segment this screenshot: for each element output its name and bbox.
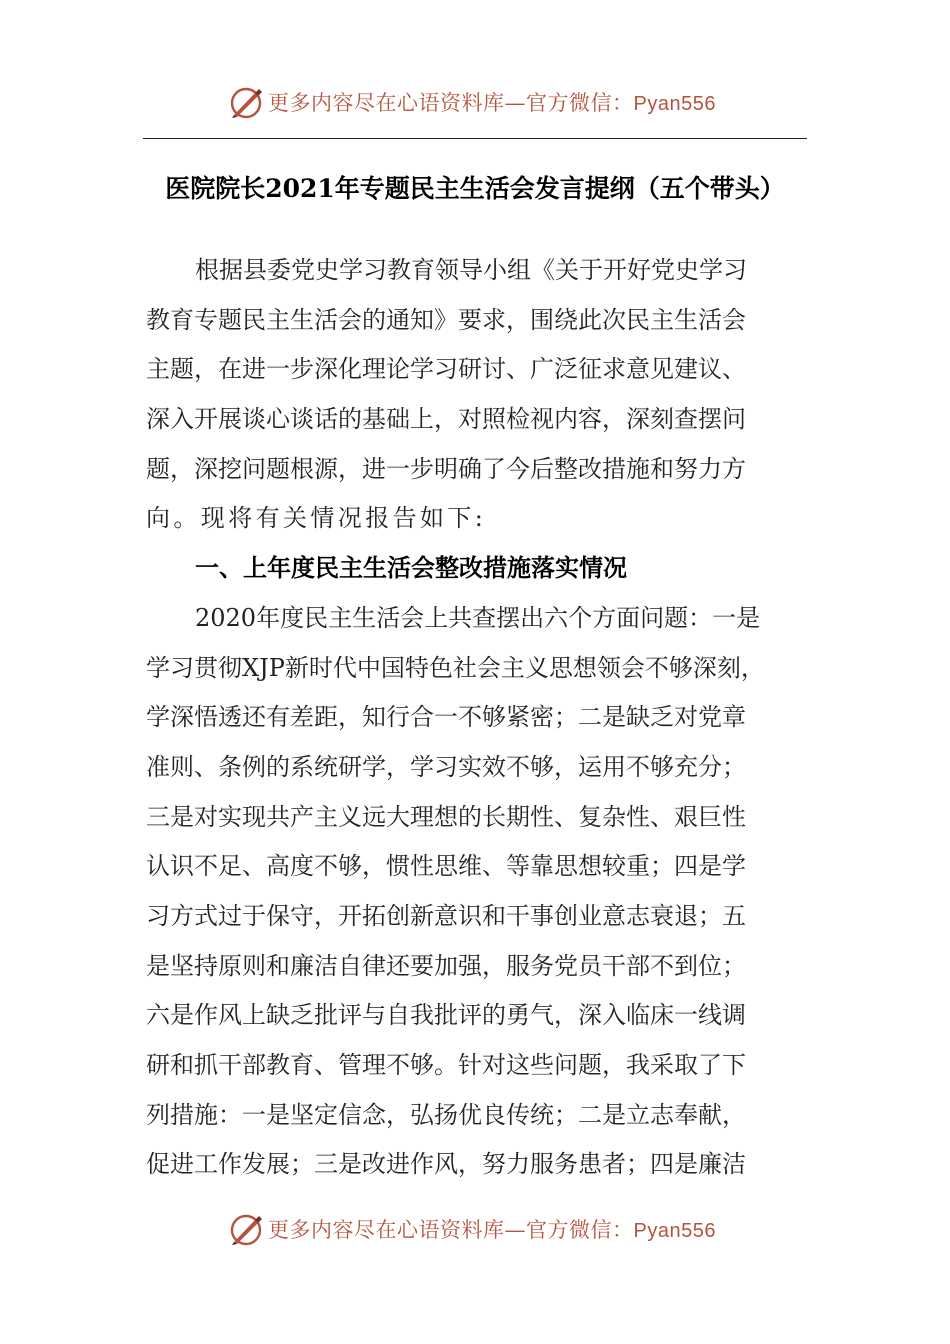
watermark-text: 更多内容尽在心语资料库—官方微信：Pyan556 [268,91,716,115]
header-divider [143,138,807,139]
section-heading: 一、上年度民主生活会整改措施落实情况 [195,554,627,583]
text-line: 三是对实现共产主义远大理想的长期性、复杂性、艰巨性 [146,802,746,831]
text-line: 学习贯彻XJP新时代中国特色社会主义思想领会不够深刻， [146,653,765,682]
watermark-text: 更多内容尽在心语资料库—官方微信：Pyan556 [268,1218,716,1242]
text-line: 是坚持原则和廉洁自律还要加强，服务党员干部不到位； [146,951,746,980]
text-line: 研和抓干部教育、管理不够。针对这些问题，我采取了下 [146,1051,746,1079]
text-line: 学深悟透还有差距，知行合一不够紧密；二是缺乏对党章 [146,703,746,732]
text-line: 促进工作发展；三是改进作风，努力服务患者；四是廉洁 [146,1150,746,1179]
document-title: 医院院长2021年专题民主生活会发言提纲（五个带头） [165,174,785,203]
watermark-footer [0,1210,950,1250]
text-line: 主题，在进一步深化理论学习研讨、广泛征求意见建议、 [146,355,746,384]
text-line: 教育专题民主生活会的通知》要求，围绕此次民主生活会 [146,305,746,334]
text-line: 六是作风上缺乏批评与自我批评的勇气，深入临床一线调 [146,1001,746,1030]
document-body [146,246,810,1190]
text-line: 向。现将有关情况报告如下: [146,504,487,533]
text-line: 2020年度民主生活会上共查摆出六个方面问题：一是 [195,603,761,632]
watermark-header [0,83,950,123]
text-line: 列措施：一是坚定信念，弘扬优良传统；二是立志奉献， [146,1100,746,1129]
text-line: 根据县委党史学习教育领导小组《关于开好党史学习 [195,256,747,284]
pen-logo-icon [228,85,264,121]
text-line: 习方式过于保守，开拓创新意识和干事创业意志衰退；五 [146,901,746,930]
text-line: 题，深挖问题根源，进一步明确了今后整改措施和努力方 [146,454,746,483]
pen-logo-icon [228,1212,264,1248]
text-line: 深入开展谈心谈话的基础上，对照检视内容，深刻查摆问 [146,405,746,434]
text-line: 认识不足、高度不够，惯性思维、等靠思想较重；四是学 [146,852,746,881]
text-line: 准则、条例的系统研学，学习实效不够，运用不够充分； [146,752,746,781]
